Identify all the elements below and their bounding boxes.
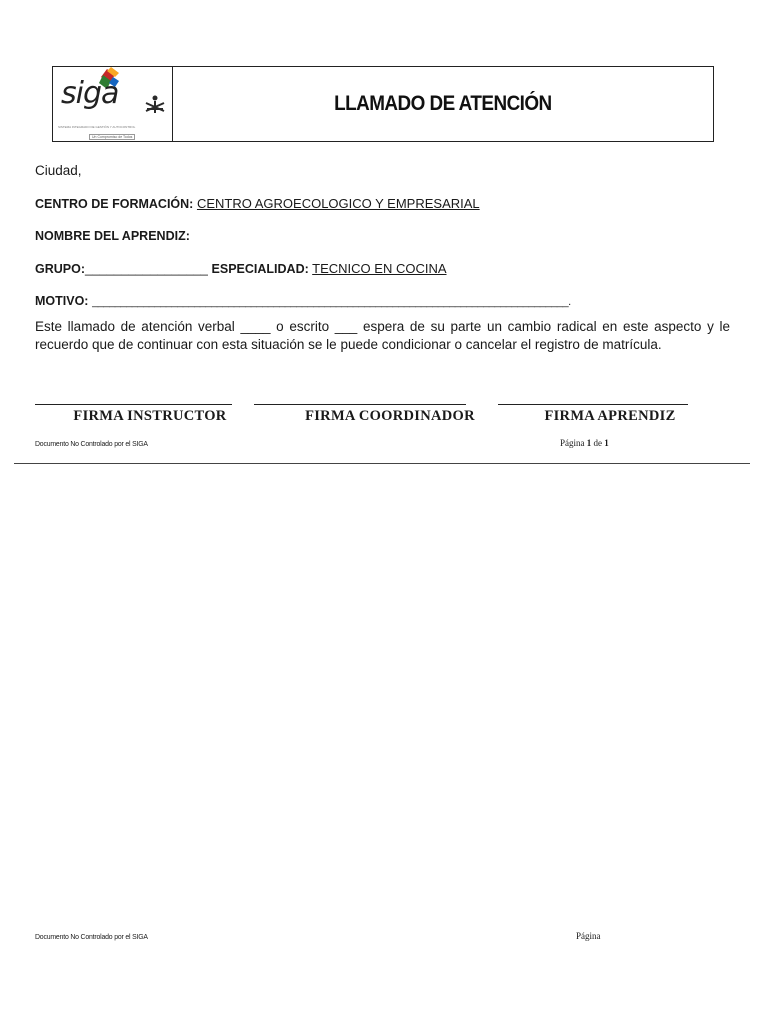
especialidad-label: ESPECIALIDAD: — [211, 262, 309, 276]
signature-line-coordinador — [254, 404, 466, 405]
page-de: de — [593, 438, 602, 448]
page-indicator — [560, 438, 609, 448]
document-title: LLAMADO DE ATENCIÓN — [334, 92, 552, 115]
siga-logo — [53, 67, 173, 141]
motivo-label: MOTIVO: — [35, 294, 89, 308]
title-cell — [173, 67, 713, 141]
document-header — [52, 66, 714, 142]
warning-paragraph: Este llamado de atención verbal ____ o escrito ___ espera de su parte un cambio radical en este aspecto y le recuerdo que de continuar con esta situación se le puede condicionar o cancelar el registro de matrícula. — [35, 319, 730, 352]
footer-note-2: Documento No Controlado por el SIGA — [35, 932, 148, 941]
grupo-row — [35, 261, 447, 277]
siga-logo-text: siga — [61, 76, 119, 111]
grupo-blank: _______________ — [85, 261, 194, 276]
nombre-row — [35, 228, 190, 244]
page-indicator-2: Página — [576, 931, 601, 941]
footer-note: Documento No Controlado por el SIGA — [35, 439, 148, 448]
signature-line-instructor — [35, 404, 232, 405]
page-word: Página — [560, 438, 585, 448]
especialidad-value: TECNICO EN COCINA — [312, 261, 447, 276]
siga-slogan: Un Compromiso de Todos — [89, 134, 135, 140]
ciudad-label: Ciudad, — [35, 163, 82, 178]
signature-instructor: FIRMA INSTRUCTOR — [73, 408, 227, 424]
centro-value: CENTRO AGROECOLOGICO Y EMPRESARIAL — [196, 196, 480, 211]
page-divider — [14, 463, 750, 464]
page-number: 1 — [586, 438, 592, 448]
grupo-label: GRUPO: — [35, 262, 85, 276]
sena-logo-icon — [143, 93, 167, 117]
signature-line-aprendiz — [498, 404, 688, 405]
motivo-row — [35, 293, 735, 310]
page-total: 1 — [604, 438, 609, 448]
centro-row — [35, 196, 480, 212]
nombre-label: NOMBRE DEL APRENDIZ: — [35, 229, 190, 243]
centro-label: CENTRO DE FORMACIÓN: — [35, 197, 194, 211]
signature-aprendiz: FIRMA APRENDIZ — [544, 408, 676, 424]
motivo-blank: ____________________________________________________________________________________. — [92, 296, 571, 308]
signature-coordinador: FIRMA COORDINADOR — [305, 408, 475, 424]
grupo-blank-2: __ — [193, 261, 208, 276]
siga-tagline: SISTEMA INTEGRADO DE GESTIÓN Y AUTOCONTROL — [58, 125, 136, 129]
